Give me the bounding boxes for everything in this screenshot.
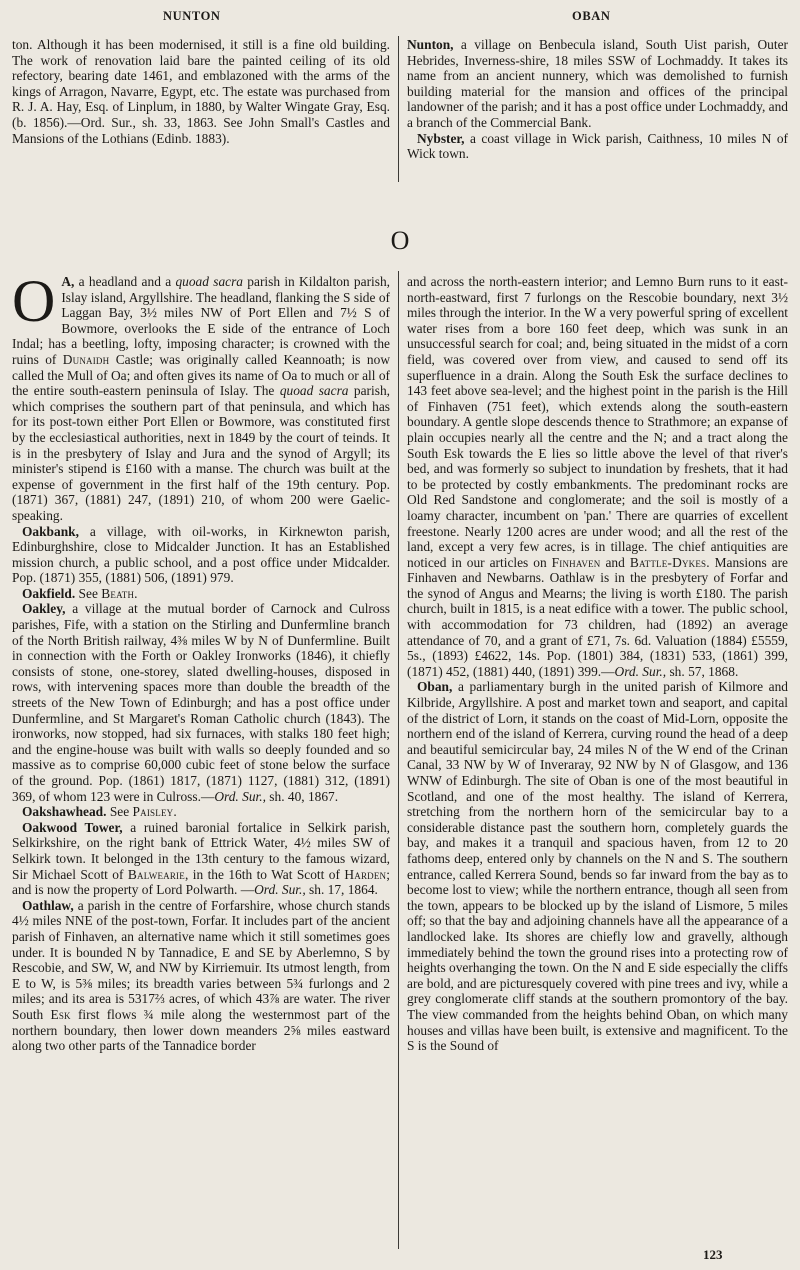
headword-oakfield: Oakfield.: [22, 585, 76, 601]
right-column: [407, 274, 788, 1054]
entry-oa: O A, a headland and a quoad sacra parish in Kildalton parish, Islay island, Argyllshire. The headland, flanking the S side of Laggan Bay, 3½ miles NW of Port Ellen and 7½ S of Bowmore, overlooks the E side of the entrance of Loch Indal; has a beetling, lofty, imposing character; is crowned with the ruins of Dunaidh Castle; was originally called Keannoath; is now called the Mull of Oa; and often gives its name of Oa to much or all of the entire south-eastern peninsula of Islay. The quoad sacra parish, which comprises the southern part of that peninsula, and which has for its post-town either Port Ellen or Bowmore, was constituted first by the ecclesiastical authorities, next in 1849 by the court of teinds. It is in the presbytery of Islay and Jura and the synod of Argyll; its minister's stipend is £160 with a manse. The church was built at the expense of government in the first half of the 19th century. Pop. (1871) 367, (1881) 247, (1891) 210, of whom 200 were Gaelic-speaking.: [12, 268, 391, 523]
headword-oa: A,: [61, 274, 75, 289]
entry-nunton: Nunton, a village on Benbecula island, South Uist parish, Outer Hebrides, Inverness-shire, 18 miles SSW of Lochmaddy. It takes its name from an ancient nunnery, which was demolished to furnish building material for the mansion and offices of the principal landowner of the parish; and it has a post office under Lochmaddy, and a branch of the Commercial Bank.: [407, 37, 788, 130]
headword-oakley: Oakley,: [22, 601, 66, 617]
headword-nybster: Nybster,: [417, 130, 465, 146]
column-rule-main: [398, 271, 399, 1249]
oathlaw-continuation: and across the north-eastern interior; and Lemno Burn runs to it east-north-eastward, first 7 furlongs on the Rescobie boundary, next 3½ miles through the interior. In the W a very powerful spring of excellent water rises from a bore 160 feet deep, which was sunk in an unsuccessful search for coal; and, being situated in the midst of a corn field, was covered over from view, and caused to send off its superfluence in a drain. Along the South Esk the surface declines to 143 feet above sea-level; and the highest point in the parish is the Hill of Finhaven (751 feet), which extends along the south-eastern boundary. A gentle slope descends thence to Strathmore; an expanse of plain occupies nearly all the centre and the N; and a tract along the South Esk towards the E lies so little above the level of that river's bed, and was formerly so subject to inundation by freshets, that it had to be protected by costly embankments. The predominant rocks are Old Red Sandstone and conglomerate; and the soil is mostly of a loamy character, incumbent on 'pan.' There are quarries of excellent freestone. Nearly 1200 acres are under wood; and all the rest of the land, except a very few acres, is in tillage. The chief antiquities are noticed in our articles on Finhaven and Battle-Dykes. Mansions are Finhaven and Newbarns. Oathlaw is in the presbytery of Forfar and the synod of Angus and Mearns; the living is worth £180. The parish church, built in 1815, is a neat edifice with a tower. The public school, with accommodation for 73 children, had (1892) an average attendance of 70, and a grant of £71, 7s. 6d. Valuation (1884) £5559, 5s., (1893) £4622, 14s. Pop. (1801) 384, (1831) 533, (1861) 399, (1871) 452, (1881) 440, (1891) 399.—Ord. Sur., sh. 57, 1868.: [407, 274, 789, 679]
running-header-left: NUNTON: [163, 9, 221, 23]
cross-reference: Paisley.: [132, 804, 177, 820]
headword-oakshawhead: Oakshawhead.: [22, 804, 107, 820]
top-left-column: [12, 37, 390, 146]
page-number: 123: [703, 1247, 723, 1262]
column-rule-top: [398, 36, 399, 182]
entry-oakshawhead: Oakshawhead. See Paisley.: [22, 804, 177, 820]
entry-oakfield: Oakfield. See Beath.: [22, 585, 138, 601]
nunton-continuation: ton. Although it has been modernised, it still is a fine old building. The work of renovation laid bare the painted ceiling of its old refectory, bearing date 1461, and emblazoned with the arms of the kings of Arragon, Navarre, Egypt, etc. The estate was purchased from R. J. A. Hay, Esq. of Linplum, in 1880, by Walter Wingate Gray, Esq. (b. 1856).—Ord. Sur., sh. 33, 1863. See John Small's Castles and Mansions of the Lothians (Edinb. 1883).: [12, 37, 390, 146]
running-header-right: OBAN: [572, 9, 611, 23]
entry-oakley: Oakley, a village at the mutual border of Carnock and Culross parishes, Fife, with a station on the Stirling and Dunfermline branch of the North British railway, 4⅜ miles W by N of Dunfermline. Built in connection with the Forth or Oakley Ironworks (1846), it chiefly consists of stone, one-storey, slated dwelling-houses, disposed in rows, with intervening spaces more than double the breadth of the streets of the New Town of Edinburgh; and has a post office under Dunfermline, and St Margaret's Roman Catholic church (1843). The ironworks, now stopped, had six furnaces, with stalks 180 feet high; and the engine-house was built with walls so deeply founded and so massive as to comprise 60,000 cubic feet of stone below the surface of the ground. Pop. (1861) 1817, (1871) 1127, (1881) 312, (1891) 369, of whom 123 were in Culross.—Ord. Sur., sh. 40, 1867.: [12, 601, 390, 804]
headword-oakwood-tower: Oakwood Tower,: [22, 819, 123, 835]
entry-oathlaw: Oathlaw, a parish in the centre of Forfarshire, whose church stands 4½ miles NNE of the post-town, Forfar. It includes part of the ancient parish of Finhaven, an alternative name which it still sometimes goes under. It is bounded N by Tannadice, E and SE by Aberlemno, S by Rescobie, and SW, W, and NW by Kirriemuir. Its utmost length, from E to W, is 5⅜ miles; its breadth varies between 5¾ furlongs and 2 miles; and its area is 5317⅔ acres, of which 43⅞ are water. The river South Esk first flows ¾ mile along the westernmost part of the northern boundary, then lower down meanders 2⅝ miles eastward along two other parts of the Tannadice border: [12, 897, 390, 1054]
cross-reference: Beath.: [101, 585, 138, 601]
headword-nunton: Nunton,: [407, 37, 454, 52]
entry-oban: Oban, a parliamentary burgh in the united parish of Kilmore and Kilbride, Argyllshire. A post and market town and seaport, and capital of the district of Lorn, it stands on the coast of Mid-Lorn, opposite the northern end of the island of Kerrera, curving round the head of a deep and beautiful semicircular bay, 24 miles N of the W end of the Crinan Canal, 33 NW by W of Inveraray, 92 NW by N of Glasgow, and 136 WNW of Edinburgh. The site of Oban is one of the most beautiful in Scotland, and one of the most healthy. The island of Kerrera, stretching from the northern horn of the semicircular bay to a considerable distance past the southern horn, completely guards the bay, and makes it a tranquil and spacious haven, from 12 to 20 fathoms deep, entered only by channels on the N and S. The southern entrance, called Kerrera Sound, bends so far inward from the bay as to become lost to view; while the northern entrance, though all seen from the town, appears to be blocked up by the island of Lismore, 5 miles off; so that the bay and adjoining channels have all the appearance of a landlocked lake. Its shores are chiefly low and gravelly, although immediately behind the town the ground rises into a protecting row of heights overhanging the town. On the N and E side especially the cliffs are bold, and are picturesquely covered with pine trees and ivy, while a grey conglomerate cliff stands at the southern promontory of the bay. The view commanded from the heights behind Oban, on which many houses and villas have been built, is extensive and magnificent. To the S is the Sound of: [407, 679, 788, 1054]
entry-nybster: Nybster, a coast village in Wick parish, Caithness, 10 miles N of Wick town.: [407, 130, 788, 162]
drop-cap: O: [12, 268, 56, 334]
entry-oakbank: Oakbank, a village, with oil-works, in Kirknewton parish, Edinburghshire, close to Midcalder Junction. It has an Established mission church, a public school, and a post office under Midcalder. Pop. (1871) 355, (1881) 506, (1891) 979.: [12, 523, 390, 586]
headword-oakbank: Oakbank,: [22, 523, 79, 539]
headword-oathlaw: Oathlaw,: [22, 897, 74, 913]
headword-oban: Oban,: [417, 679, 453, 695]
entry-oakwood-tower: Oakwood Tower, a ruined baronial fortalice in Selkirk parish, Selkirkshire, on the right bank of Ettrick Water, 4½ miles SW of Selkirk town. It belonged in the 13th century to the famous wizard, Sir Michael Scott of Balwearie, in the 16th to Wat Scott of Harden; and is now the property of Lord Polwarth. —Ord. Sur., sh. 17, 1864.: [12, 819, 390, 898]
section-letter: O: [390, 226, 410, 255]
left-column: [12, 268, 391, 1054]
top-right-column: [407, 37, 788, 162]
